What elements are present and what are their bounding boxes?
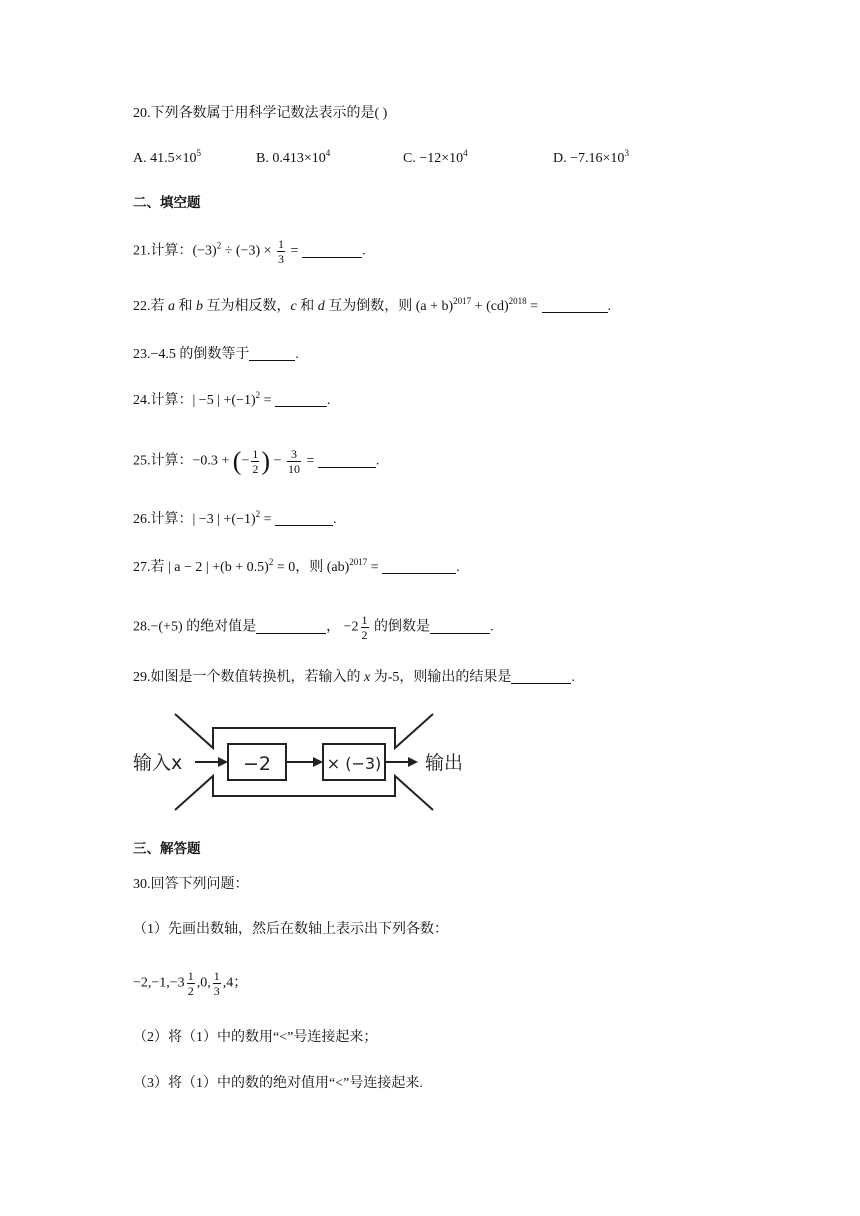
question-30-part-2: （2）将（1）中的数用“<”号连接起来； [133, 1030, 378, 1045]
choice-d: D. $-7.16\times 10^3$ [553, 148, 629, 166]
question-30-number-list: −2,−1,−3 $\frac{1}{2}$ ,0, $\frac{1}{3}$ ,4； [133, 969, 248, 998]
arrow-right-icon [313, 757, 323, 767]
answer-blank [275, 511, 333, 526]
question-30-part-1: （1）先画出数轴，然后在数轴上表示出下列各数： [133, 922, 448, 937]
answer-blank [249, 346, 295, 361]
question-27: 27.若 | a − 2 | $+(b + 0.5)^2 = 0$，则 (ab)$^{2017}$ = . [133, 557, 460, 575]
fraction-one-half: $\frac{1}{2}$ [361, 613, 368, 642]
fraction-one-half: $\frac{1}{2}$ [252, 447, 259, 476]
question-24: 24.计算：| −5 | $+(-1)^2$ = . [133, 390, 331, 408]
question-23: 23.−4.5 的倒数等于 . [133, 347, 299, 362]
question-25: 25.计算：−0.3 + (− $\frac{1}{2}$ ) − $\frac{3}{10}$ = . [133, 446, 380, 476]
choice-c: C. $-12\times 10^4$ [403, 148, 468, 166]
answer-blank [256, 619, 326, 634]
diagram-output-label: 输出 [425, 752, 464, 774]
question-30-part-3: （3）将（1）中的数的绝对值用“<”号连接起来. [133, 1076, 423, 1091]
answer-blank [542, 298, 608, 313]
question-29: 29.如图是一个数值转换机，若输入的 x 为-5，则输出的结果是 . [133, 670, 575, 685]
answer-blank [511, 669, 571, 684]
question-26: 26.计算：| −3 | $+(-1)^2$ = . [133, 509, 337, 527]
answer-blank [302, 243, 362, 258]
question-20-stem: 20.下列各数属于用科学记数法表示的是( ) [133, 106, 388, 121]
choice-b: B. $0.413\times 10^4$ [256, 148, 331, 166]
fraction-one-half: $\frac{1}{2}$ [187, 969, 194, 998]
fraction-one-third: $\frac{1}{3}$ [213, 969, 220, 998]
question-22: 22.若 a 和 b 互为相反数，c 和 d 互为倒数，则 $(a + b)^{2017} + (cd)^{2018}$ = . [133, 296, 612, 314]
question-30-stem: 30.回答下列问题： [133, 877, 249, 892]
answer-blank [275, 392, 327, 407]
answer-blank [430, 619, 490, 634]
answer-blank [318, 453, 376, 468]
section-heading-fill-in: 二、填空题 [133, 195, 201, 211]
answer-blank [382, 559, 456, 574]
arrow-right-icon [218, 757, 228, 767]
question-28: 28.−(+5) 的绝对值是 ， −2 $\frac{1}{2}$ 的倒数是 . [133, 613, 494, 642]
diagram-input-label: 输入x [133, 752, 183, 774]
diagram-box1-label: −2 [242, 753, 272, 775]
conversion-machine-diagram [133, 706, 478, 814]
question-21: 21.计算：$(-3)^2 \div (-3)$ × $\frac{1}{3}$ = . [133, 237, 366, 266]
fraction-one-third: $\frac{1}{3}$ [278, 237, 285, 266]
arrow-right-icon [408, 757, 418, 767]
fraction-three-tenths: $\frac{3}{10}$ [287, 447, 300, 476]
diagram-box2-label: × (−3) [326, 754, 382, 773]
section-heading-solve: 三、解答题 [133, 841, 201, 857]
choice-a: A. $41.5\times 10^5$ [133, 148, 202, 166]
